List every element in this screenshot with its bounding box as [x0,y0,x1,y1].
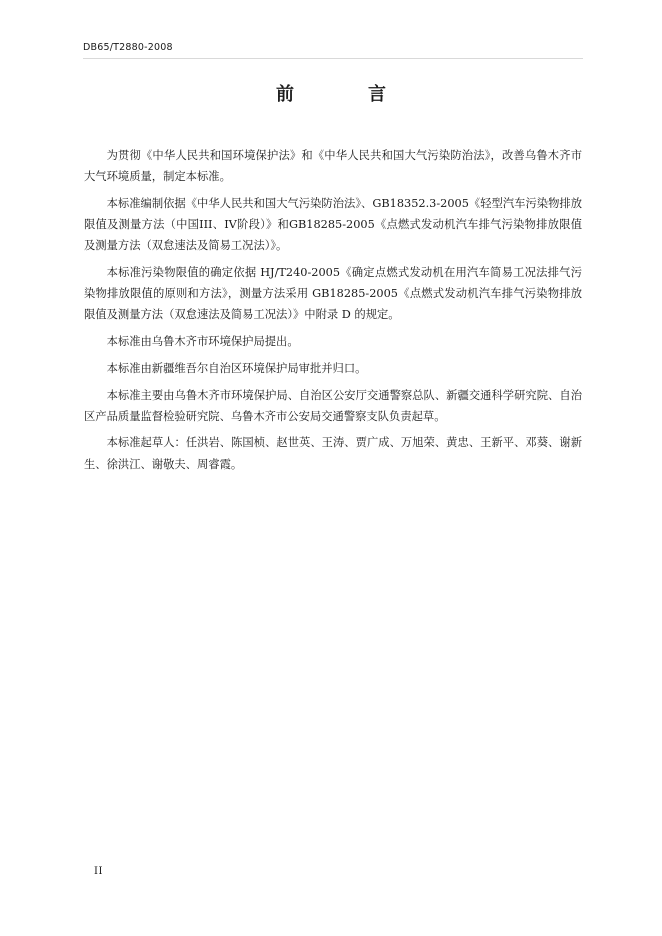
paragraph-basis: 本标准编制依据《中华人民共和国大气污染防治法》、GB18352.3-2005《轻型汽车污染物排放限值及测量方法（中国III、IV阶段）》和GB18285-2005《点燃式发动机汽车排气污染物排放限值及测量方法（双怠速法及简易工况法）》。 [84,196,582,253]
paragraph-proposer: 本标准由乌鲁木齐市环境保护局提出。 [106,335,299,349]
header-divider [83,58,583,59]
page-number: II [94,866,103,877]
paragraph-approval: 本标准由新疆维吾尔自治区环境保护局审批并归口。 [106,361,367,375]
page-title: 前 言 [276,84,414,105]
standard-code: DB65/T2880-2008 [83,42,173,53]
paragraph-drafters: 本标准起草人：任洪岩、陈国桢、赵世英、王涛、贾广成、万旭荣、黄忠、王新平、邓葵、谢新生、徐洪江、谢敬夫、周睿霞。 [84,436,582,471]
paragraph-purpose: 为贯彻《中华人民共和国环境保护法》和《中华人民共和国大气污染防治法》，改善乌鲁木齐市大气环境质量，制定本标准。 [84,149,582,184]
paragraph-limits: 本标准污染物限值的确定依据 HJ/T240-2005《确定点燃式发动机在用汽车简易工况法排气污染物排放限值的原则和方法》，测量方法采用 GB18285-2005《点燃式发动机汽车排气污染物排放限值及测量方法（双怠速法及简易工况法）》中附录 D 的规定。 [84,266,582,322]
paragraph-drafting-units: 本标准主要由乌鲁木齐市环境保护局、自治区公安厅交通警察总队、新疆交通科学研究院、自治区产品质量监督检验研究院、乌鲁木齐市公安局交通警察支队负责起草。 [84,388,582,423]
foreword-body [84,145,582,480]
